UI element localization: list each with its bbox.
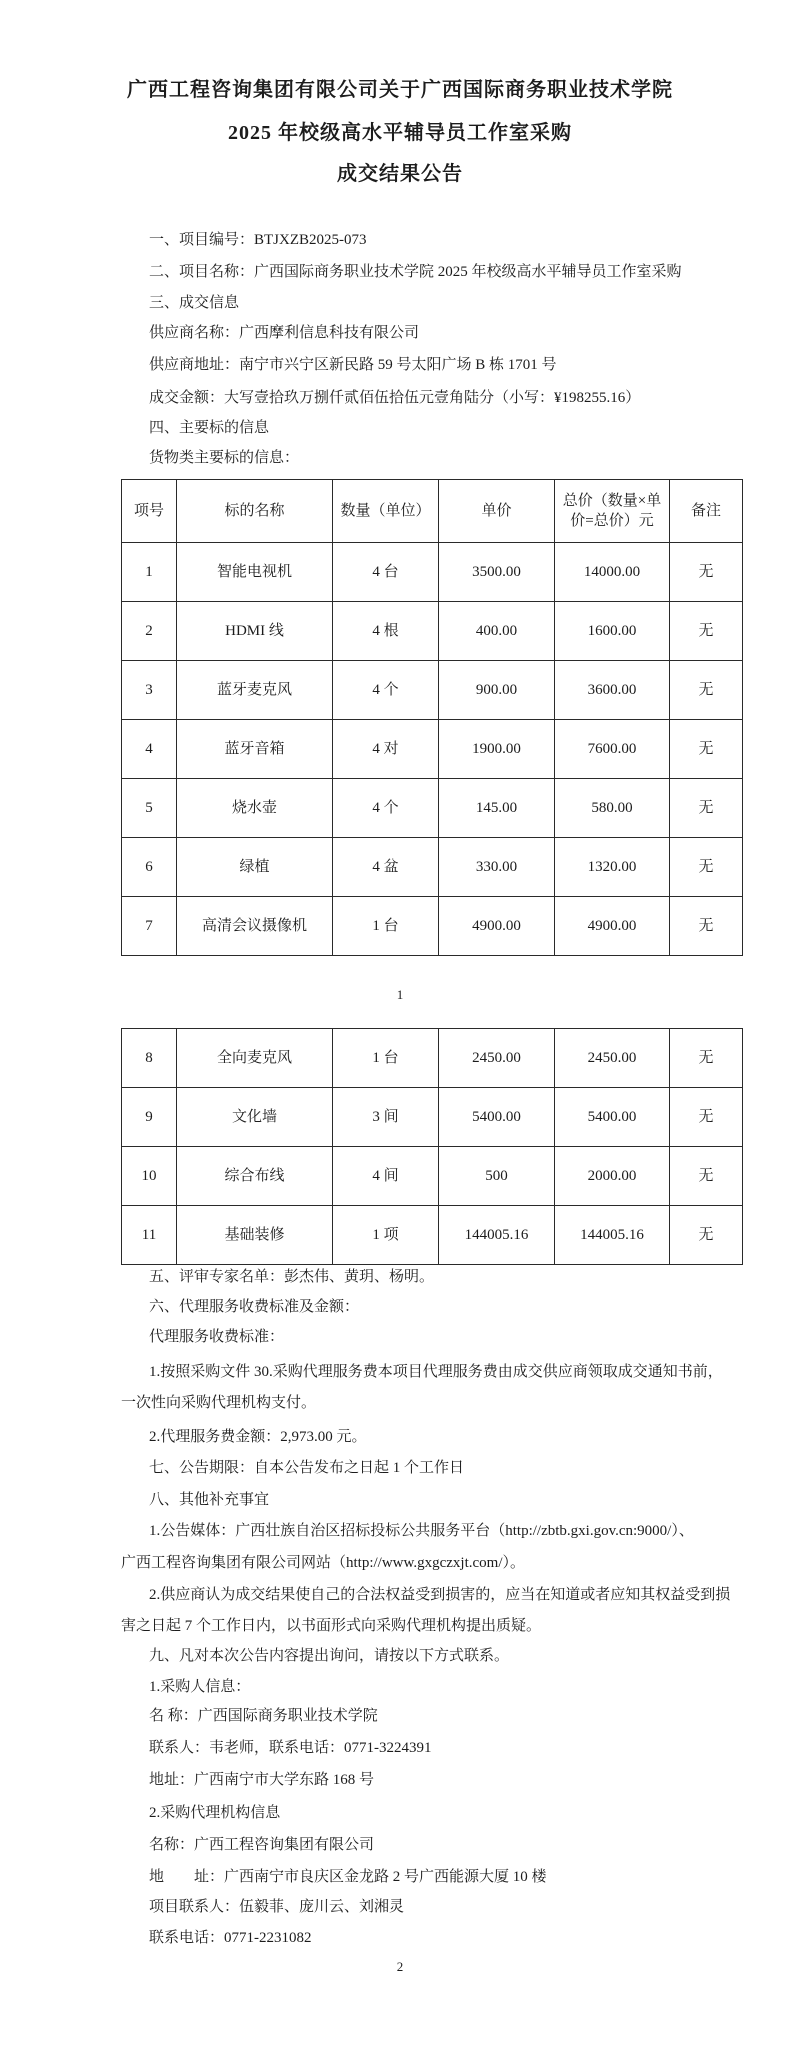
- line-supplier-name: 供应商名称：广西摩利信息科技有限公司: [149, 325, 420, 341]
- table-cell: 4900.00: [555, 897, 670, 956]
- table-cell: 4 个: [333, 779, 439, 838]
- line-announcement-period: 七、公告期限：自本公告发布之日起 1 个工作日: [149, 1460, 465, 1476]
- line-agency-fee-section: 六、代理服务收费标准及金额：: [149, 1299, 360, 1315]
- line-supplier-address: 供应商地址：南宁市兴宁区新民路 59 号太阳广场 B 栋 1701 号: [149, 357, 557, 373]
- line-agency-fee-standard: 代理服务收费标准：: [149, 1329, 285, 1345]
- line-agency-name: 名称：广西工程咨询集团有限公司: [149, 1837, 375, 1853]
- table-cell: 无: [670, 779, 743, 838]
- line-section-subject-info: 四、主要标的信息: [149, 420, 270, 436]
- header-item-no: 项号: [122, 480, 177, 543]
- line-purchaser-info: 1.采购人信息：: [149, 1679, 251, 1695]
- table-cell: 高清会议摄像机: [177, 897, 333, 956]
- table-cell: 145.00: [439, 779, 555, 838]
- table-cell: 3500.00: [439, 543, 555, 602]
- line-media-1-cont: 广西工程咨询集团有限公司网站（http://www.gxgczxjt.com/）。: [121, 1555, 526, 1571]
- table-cell: 4 根: [333, 602, 439, 661]
- table-cell: 2000.00: [555, 1147, 670, 1206]
- line-fee-rule-1: 1.按照采购文件 30.采购代理服务费本项目代理服务费由成交供应商领取成交通知书前，: [149, 1364, 723, 1380]
- table-cell: 5: [122, 779, 177, 838]
- table-cell: 蓝牙麦克风: [177, 661, 333, 720]
- header-remark: 备注: [670, 480, 743, 543]
- line-objection-rule-cont: 害之日起 7 个工作日内，以书面形式向采购代理机构提出质疑。: [121, 1618, 542, 1634]
- table-row: [122, 543, 743, 602]
- line-purchaser-name: 名 称：广西国际商务职业技术学院: [149, 1708, 378, 1724]
- line-deal-amount: 成交金额：大写壹拾玖万捌仟贰佰伍拾伍元壹角陆分（小写：¥198255.16）: [149, 390, 641, 406]
- table-cell: 3 间: [333, 1088, 439, 1147]
- table-cell: 500: [439, 1147, 555, 1206]
- table-cell: 4 个: [333, 661, 439, 720]
- table-row: [122, 897, 743, 956]
- line-section-deal-info: 三、成交信息: [149, 295, 240, 311]
- header-total-price: 总价（数量×单价=总价）元: [555, 480, 670, 543]
- table-cell: 1600.00: [555, 602, 670, 661]
- table-cell: 900.00: [439, 661, 555, 720]
- table-cell: 基础装修: [177, 1206, 333, 1265]
- line-contact-section: 九、凡对本次公告内容提出询问，请按以下方式联系。: [149, 1648, 510, 1664]
- table-cell: 1: [122, 543, 177, 602]
- page-number-1: 1: [396, 987, 404, 1002]
- line-purchaser-address: 地址：广西南宁市大学东路 168 号: [149, 1772, 375, 1788]
- line-agency-info: 2.采购代理机构信息: [149, 1805, 281, 1821]
- table-cell: 3600.00: [555, 661, 670, 720]
- table-cell: 4 盆: [333, 838, 439, 897]
- line-objection-rule: 2.供应商认为成交结果使自己的合法权益受到损害的，应当在知道或者应知其权益受到损: [149, 1587, 731, 1603]
- table-cell: 400.00: [439, 602, 555, 661]
- table-cell: 4 对: [333, 720, 439, 779]
- line-expert-list: 五、评审专家名单：彭杰伟、黄玥、杨明。: [149, 1269, 435, 1285]
- line-fee-rule-1-cont: 一次性向采购代理机构支付。: [121, 1395, 317, 1411]
- header-unit-price: 单价: [439, 480, 555, 543]
- table-cell: 无: [670, 661, 743, 720]
- table-cell: 2450.00: [439, 1029, 555, 1088]
- line-goods-subject-info: 货物类主要标的信息：: [149, 450, 300, 466]
- table-cell: 无: [670, 720, 743, 779]
- doc-title-line-2: 2025 年校级高水平辅导员工作室采购: [228, 122, 572, 144]
- table-cell: 5400.00: [439, 1088, 555, 1147]
- table-cell: 无: [670, 1147, 743, 1206]
- line-agency-address: 地 址：广西南宁市良庆区金龙路 2 号广西能源大厦 10 楼: [149, 1869, 547, 1885]
- table-cell: 580.00: [555, 779, 670, 838]
- table-cell: 9: [122, 1088, 177, 1147]
- table-cell: 绿植: [177, 838, 333, 897]
- table-cell: 无: [670, 602, 743, 661]
- table-row: [122, 838, 743, 897]
- table-cell: 无: [670, 1088, 743, 1147]
- table-cell: 11: [122, 1206, 177, 1265]
- table-cell: 2: [122, 602, 177, 661]
- table-cell: 14000.00: [555, 543, 670, 602]
- table-cell: 无: [670, 838, 743, 897]
- table-cell: 1900.00: [439, 720, 555, 779]
- line-media-1: 1.公告媒体：广西壮族自治区招标投标公共服务平台（http://zbtb.gxi.gov.cn:9000/）、: [149, 1523, 694, 1539]
- table-cell: 10: [122, 1147, 177, 1206]
- table-cell: 无: [670, 1029, 743, 1088]
- table-cell: 烧水壶: [177, 779, 333, 838]
- table-cell: 1 台: [333, 897, 439, 956]
- table-cell: 7600.00: [555, 720, 670, 779]
- table-row: [122, 661, 743, 720]
- line-project-number: 一、项目编号：BTJXZB2025-073: [149, 232, 367, 248]
- table-row: [122, 720, 743, 779]
- table-row: [122, 1029, 743, 1088]
- table-cell: 无: [670, 543, 743, 602]
- table-cell: HDMI 线: [177, 602, 333, 661]
- table-cell: 4: [122, 720, 177, 779]
- table-cell: 无: [670, 1206, 743, 1265]
- table-cell: 2450.00: [555, 1029, 670, 1088]
- table-row: [122, 1147, 743, 1206]
- header-quantity: 数量（单位）: [333, 480, 439, 543]
- doc-title-line-1: 广西工程咨询集团有限公司关于广西国际商务职业技术学院: [127, 79, 673, 101]
- table-cell: 智能电视机: [177, 543, 333, 602]
- line-project-name: 二、项目名称：广西国际商务职业技术学院 2025 年校级高水平辅导员工作室采购: [149, 264, 682, 280]
- table-cell: 文化墙: [177, 1088, 333, 1147]
- doc-title-line-3: 成交结果公告: [337, 163, 463, 185]
- table-cell: 蓝牙音箱: [177, 720, 333, 779]
- table-cell: 6: [122, 838, 177, 897]
- table-cell: 5400.00: [555, 1088, 670, 1147]
- line-agency-phone: 联系电话：0771-2231082: [149, 1930, 312, 1946]
- table-cell: 4 间: [333, 1147, 439, 1206]
- header-subject: 标的名称: [177, 480, 333, 543]
- table-row: [122, 779, 743, 838]
- line-agency-contacts: 项目联系人：伍毅菲、庞川云、刘湘灵: [149, 1899, 405, 1915]
- table-cell: 8: [122, 1029, 177, 1088]
- table-row: [122, 1206, 743, 1265]
- items-table-page2: [121, 1028, 743, 1265]
- table-row: [122, 1088, 743, 1147]
- line-other-matters: 八、其他补充事宜: [149, 1492, 270, 1508]
- table-cell: 330.00: [439, 838, 555, 897]
- table-cell: 1 项: [333, 1206, 439, 1265]
- line-fee-amount: 2.代理服务费金额：2,973.00 元。: [149, 1429, 367, 1445]
- table-cell: 144005.16: [555, 1206, 670, 1265]
- table-cell: 综合布线: [177, 1147, 333, 1206]
- page-number-2: 2: [396, 1959, 404, 1974]
- table-cell: 144005.16: [439, 1206, 555, 1265]
- line-purchaser-contact: 联系人：韦老师，联系电话：0771-3224391: [149, 1740, 432, 1756]
- table-cell: 1320.00: [555, 838, 670, 897]
- table-cell: 3: [122, 661, 177, 720]
- table-cell: 无: [670, 897, 743, 956]
- items-table-page1: [121, 479, 743, 956]
- table-cell: 7: [122, 897, 177, 956]
- table-cell: 全向麦克风: [177, 1029, 333, 1088]
- table-row: [122, 602, 743, 661]
- table-cell: 4900.00: [439, 897, 555, 956]
- table-cell: 4 台: [333, 543, 439, 602]
- table-cell: 1 台: [333, 1029, 439, 1088]
- table-header-row: [122, 480, 743, 543]
